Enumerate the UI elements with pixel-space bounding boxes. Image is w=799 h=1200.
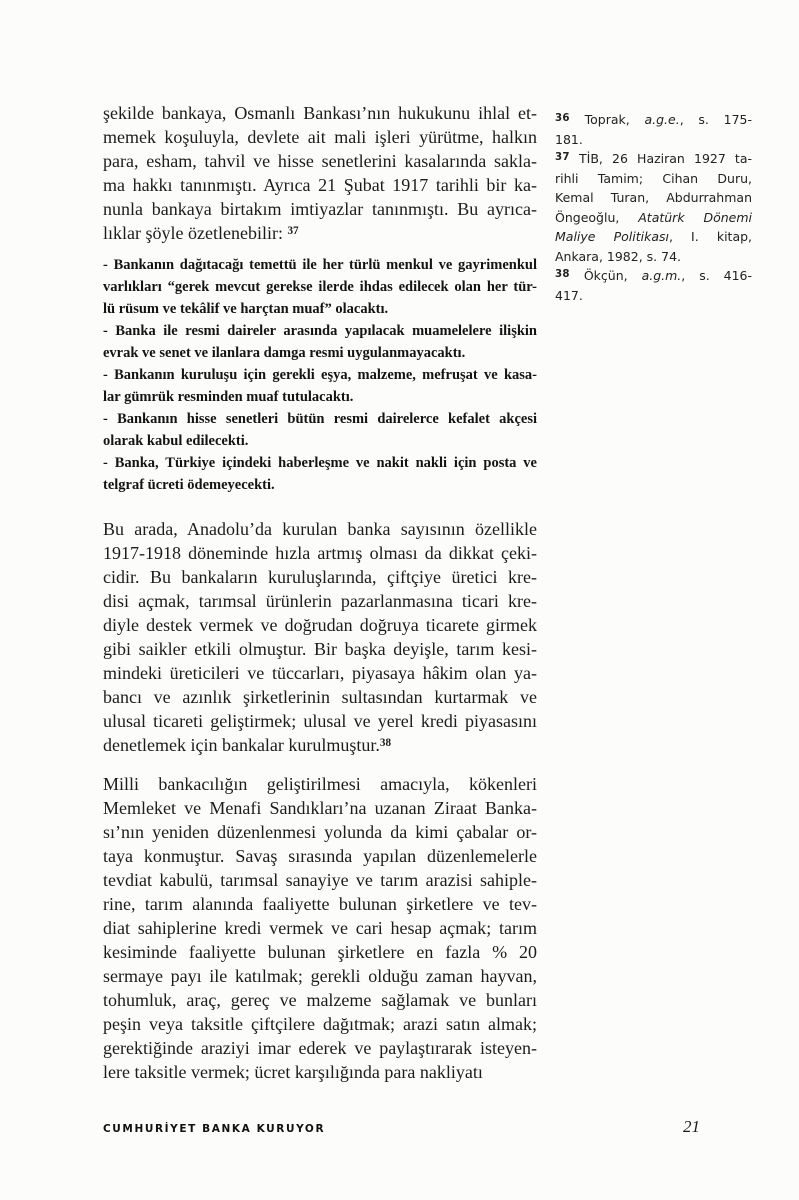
paragraph-ziraat-bankasi (103, 772, 537, 1084)
text-line: $^{37}$ TİB, 26 Haziran 1927 ta- (555, 151, 752, 166)
text-line: lere taksitle vermek; ücret karşılığında para nakliyatı (103, 1062, 483, 1082)
text-line: Kemal Turan, Abdurrahman (555, 190, 752, 205)
text-line: $^{36}$ Toprak, a.g.e., s. 175- (555, 112, 752, 127)
list-item (103, 254, 537, 320)
text-line: - Bankanın hisse senetleri bütün resmi dairelerce kefalet akçesi (103, 411, 537, 427)
text-line: varlıkları “gerek mevcut gerekse ilerde ihdas edilecek olan her tür- (103, 279, 537, 295)
main-text-column (103, 101, 537, 1084)
text-line: Memleket ve Menafi Sandıkları’na uzanan Ziraat Banka- (103, 798, 537, 818)
footnote-38 (555, 266, 752, 305)
text-line: denetlemek için bankalar kurulmuştur.$^{38}$ (103, 735, 392, 755)
text-line: lar gümrük resminden muaf tutulacaktı. (103, 389, 354, 405)
text-line: nunla bankaya birtakım imtiyazlar tanınmıştı. Bu ayrıca- (103, 199, 537, 219)
list-item (103, 452, 537, 496)
list-item (103, 408, 537, 452)
text-line: telgraf ücreti ödemeyecekti. (103, 477, 275, 493)
text-line: - Bankanın dağıtacağı temettü ile her türlü menkul ve gayrimenkul (103, 257, 537, 273)
footnote-36 (555, 110, 752, 149)
text-line: şekilde bankaya, Osmanlı Bankası’nın hukukunu ihlal et- (103, 103, 537, 123)
text-line: - Banka ile resmi daireler arasında yapılacak muamelelere ilişkin (103, 323, 537, 339)
text-line: Bu arada, Anadolu’da kurulan banka sayısının özellikle (103, 519, 537, 539)
text-line: - Bankanın kuruluşu için gerekli eşya, malzeme, mefruşat ve kasa- (103, 367, 537, 383)
text-line: 1917-1918 döneminde hızla artmış olması da dikkat çeki- (103, 543, 537, 563)
text-line: gerektiğinde araziyi imar ederek ve paylaştırarak isteyen- (103, 1038, 537, 1058)
page-number: 21 (683, 1117, 700, 1136)
text-line: - Banka, Türkiye içindeki haberleşme ve nakit nakli için posta ve (103, 455, 537, 471)
text-line: diat sahiplerine kredi vermek ve cari hesap açmak; tarım (103, 918, 537, 938)
list-item (103, 364, 537, 408)
text-line: ma hakkı tanınmıştı. Ayrıca 21 Şubat 1917 tarihli bir ka- (103, 175, 537, 195)
running-title: CUMHURİYET BANKA KURUYOR (103, 1123, 326, 1135)
footnote-37 (555, 149, 752, 266)
text-line: lü rüsum ve tekâlif ve harçtan muaf” olacaktı. (103, 301, 389, 317)
text-line: cidir. Bu bankaların kuruluşlarında, çiftçiye üretici kre- (103, 567, 537, 587)
text-line: Milli bankacılığın geliştirilmesi amacıyla, kökenleri (103, 774, 537, 794)
text-line: sermaye payı ile katılmak; gerekli olduğu zaman hayvan, (103, 966, 537, 986)
text-line: disi açmak, tarımsal ürünlerin pazarlanmasına ticari kre- (103, 591, 537, 611)
text-line: tohumluk, araç, gereç ve malzeme sağlamak ve bunları (103, 990, 537, 1010)
text-line: $^{38}$ Ökçün, a.g.m., s. 416- (555, 268, 753, 283)
text-line: 181. (555, 131, 583, 147)
text-line: mindeki üreticileri ve tüccarları, piyasaya hâkim olan ya- (103, 663, 537, 683)
text-line: sı’nın yeniden düzenlenmesi yolunda da kimi çabalar or- (103, 822, 537, 842)
text-line: rihli Tamim; Cihan Duru, (555, 170, 752, 186)
text-line: gibi saikler etkili olmuştur. Bir başka deyişle, tarım kesi- (103, 639, 537, 659)
text-line: Ankara, 1982, s. 74. (555, 248, 681, 264)
text-line: evrak ve senet ve ilanlara damga resmi uygulanmayacaktı. (103, 345, 466, 361)
text-line: Öngeoğlu, Atatürk Dönemi (555, 209, 753, 225)
text-line: olarak kabul edilecekti. (103, 433, 249, 449)
text-line: ulusal ticareti geliştirmek; ulusal ve yerel kredi piyasasını (103, 711, 537, 731)
list-item (103, 320, 537, 364)
text-line: memek koşuluyla, devlete ait mali işleri yürütme, halkın (103, 127, 537, 147)
text-line: bancı ve azınlık şirketlerinin sultasından kurtarmak ve (103, 687, 537, 707)
text-line: lıklar şöyle özetlenebilir: $^{37}$ (103, 223, 299, 243)
text-line: diyle destek vermek ve doğrudan doğruya ticarete girmek (103, 615, 537, 635)
paragraph-osmanli-bankasi (103, 101, 537, 245)
privilege-list (103, 254, 537, 496)
text-line: rine, tarım alanında faaliyette bulunan şirketlere ve tev- (103, 894, 537, 914)
text-line: peşin veya taksitle çiftçilere dağıtmak; arazi satın almak; (103, 1014, 537, 1034)
page-footer (103, 1117, 700, 1137)
sidenotes-column (555, 110, 752, 305)
text-line: Maliye Politikası, I. kitap, (555, 229, 753, 244)
text-line: tevdiat kabulü, tarımsal sanayiye ve tarım arazisi sahiple- (103, 870, 537, 890)
text-line: 417. (555, 287, 583, 303)
text-line: taya konmuştur. Savaş sırasında yapılan düzenlemelerle (103, 846, 537, 866)
text-line: kesiminde faaliyette bulunan şirketlere en fazla % 20 (103, 942, 537, 962)
text-line: para, esham, tahvil ve hisse senetlerini kasalarında sakla- (103, 151, 537, 171)
paragraph-anadolu-bankalari (103, 517, 537, 757)
